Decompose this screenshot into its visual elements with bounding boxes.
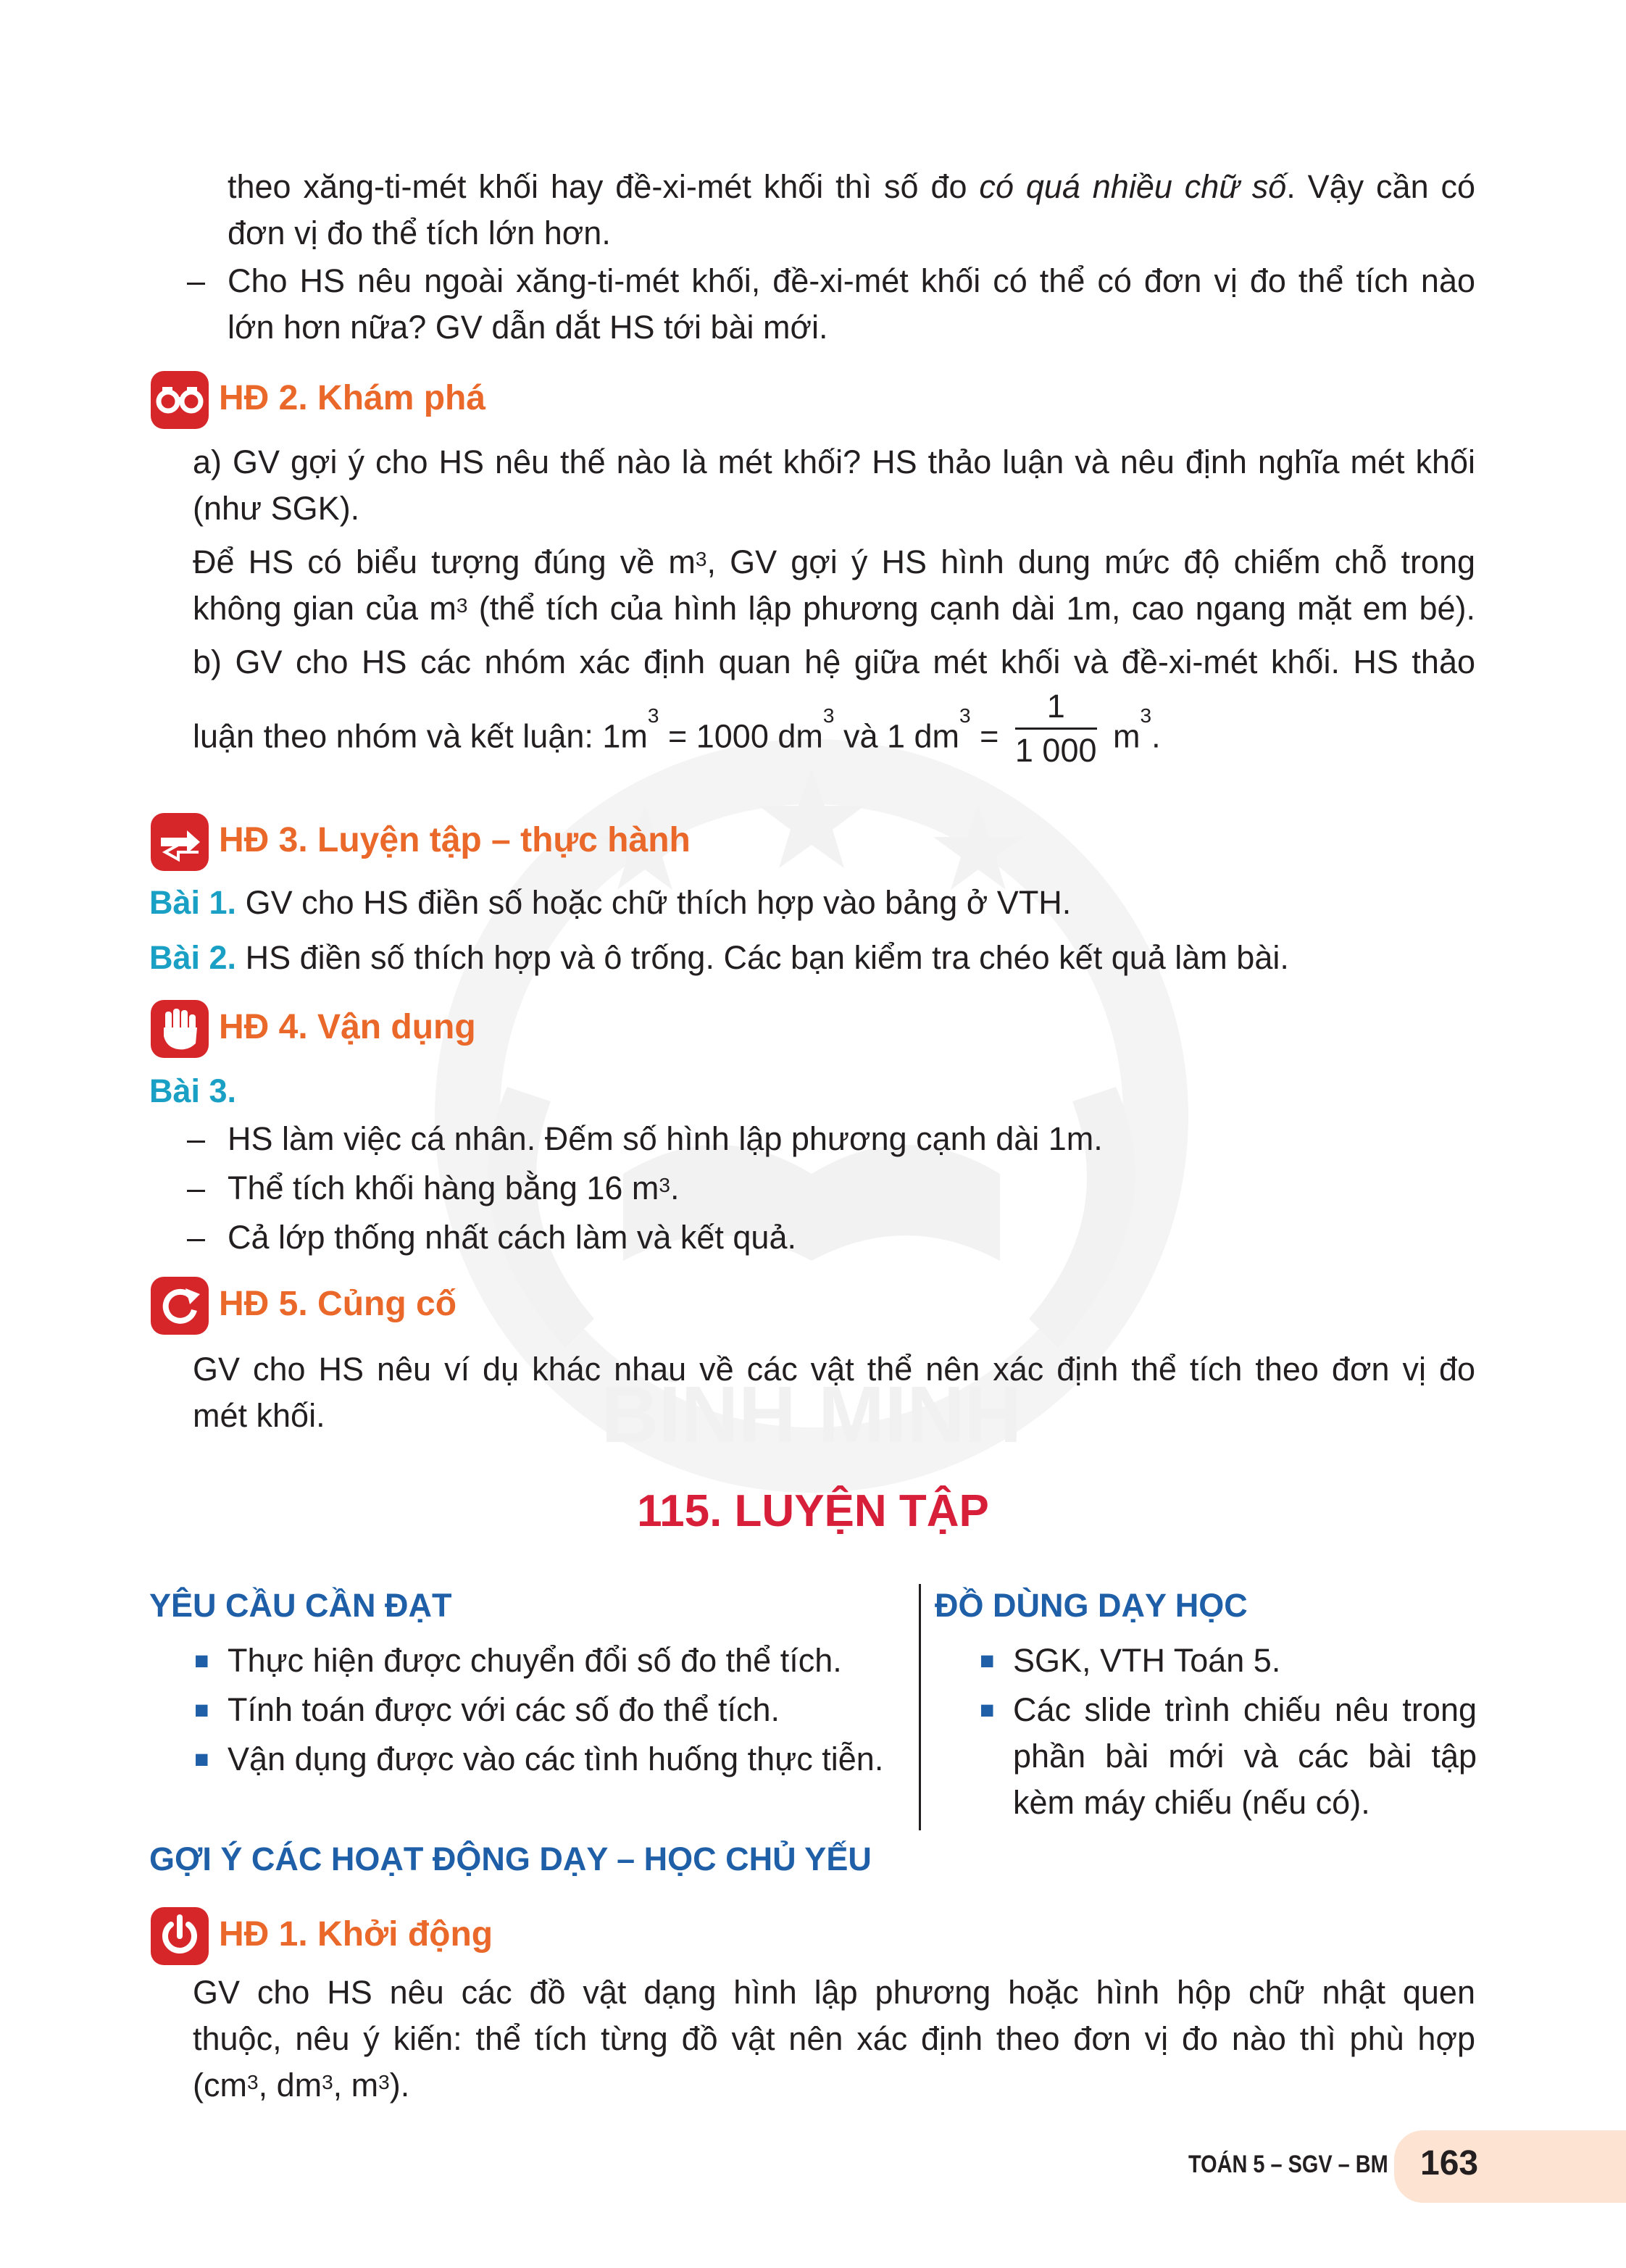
bai3-label bbox=[149, 1068, 236, 1114]
fraction bbox=[1015, 685, 1097, 772]
intro-bullet-line-2: lớn hơn nữa? GV dẫn dắt HS tới bài mới. bbox=[228, 309, 828, 346]
footer-book-label: TOÁN 5 – SGV – BM bbox=[1188, 2151, 1388, 2178]
dash-marker: – bbox=[187, 262, 206, 299]
bai3-label-text: Bài 3. bbox=[149, 1072, 237, 1109]
superscript: 3 bbox=[456, 594, 468, 617]
dash-marker: – bbox=[187, 1219, 206, 1256]
bullet-icon: ■ bbox=[980, 1647, 995, 1675]
hd2-title: HĐ 2. Khám phá bbox=[219, 379, 486, 417]
hd3-title: HĐ 3. Luyện tập – thực hành bbox=[219, 821, 691, 859]
list-item bbox=[980, 1687, 1477, 1826]
hd1-text: , dm bbox=[258, 2067, 322, 2104]
superscript: 3 bbox=[822, 704, 835, 727]
bullet-icon: ■ bbox=[980, 1696, 995, 1724]
hd2-a-line-1: a) GV gợi ý cho HS nêu thế nào là mét khối? HS thảo luận và nêu định nghĩa mét khối bbox=[193, 443, 1475, 480]
formula-text: = 1000 dm bbox=[659, 717, 823, 755]
list-item-line: kèm máy chiếu (nếu có). bbox=[1013, 1784, 1370, 1821]
formula-text: và 1 dm bbox=[834, 717, 960, 755]
watermark-text: BÌNH MINH bbox=[601, 1370, 1022, 1459]
intro-text-a: theo xăng-ti-mét khối hay đề-xi-mét khối thì số đo bbox=[228, 168, 980, 205]
do-dung-list bbox=[980, 1638, 1477, 1826]
bai2-label: Bài 2. bbox=[149, 939, 237, 976]
hd1-title: HĐ 1. Khởi động bbox=[219, 1915, 493, 1954]
list-item-text: Thể tích khối hàng bằng 16 m bbox=[228, 1170, 659, 1206]
hd4-title: HĐ 4. Vận dụng bbox=[219, 1008, 476, 1046]
dash-marker: – bbox=[187, 1170, 206, 1206]
list-item bbox=[194, 1638, 909, 1684]
formula-text: = bbox=[970, 717, 1008, 755]
hd5-title: HĐ 5. Củng cố bbox=[219, 1285, 457, 1323]
refresh-icon bbox=[149, 1275, 210, 1336]
hd1-text: , m bbox=[333, 2067, 379, 2104]
formula-text: m bbox=[1104, 717, 1141, 755]
bai1-label: Bài 1. bbox=[149, 884, 237, 921]
lesson-title: 115. LUYỆN TẬP bbox=[637, 1486, 989, 1536]
superscript: 3 bbox=[659, 1174, 670, 1196]
hd3-bai1 bbox=[149, 880, 1475, 926]
yeu-cau-list bbox=[194, 1638, 909, 1783]
bullet-icon: ■ bbox=[194, 1647, 209, 1675]
list-item bbox=[187, 1116, 1475, 1162]
superscript: 3 bbox=[1140, 704, 1152, 727]
hd2-part-a bbox=[193, 439, 1475, 532]
bai2-text: HS điền số thích hợp và ô trống. Các bạn kiểm tra chéo kết quả làm bài. bbox=[236, 939, 1289, 976]
practice-arrows-icon bbox=[149, 812, 210, 872]
superscript: 3 bbox=[246, 2071, 259, 2093]
intro-bullet-line-1: Cho HS nêu ngoài xăng-ti-mét khối, đề-xi-mét khối có thể có đơn vị đo thể tích nào bbox=[228, 262, 1475, 299]
hd2-p2-text: Để HS có biểu tượng đúng về m bbox=[193, 543, 696, 580]
list-item-line: phần bài mới và các bài tập bbox=[1013, 1738, 1477, 1775]
list-item-suffix: . bbox=[670, 1170, 680, 1206]
binoculars-icon bbox=[149, 370, 210, 430]
list-item bbox=[187, 1165, 1475, 1212]
list-item-text: SGK, VTH Toán 5. bbox=[1013, 1642, 1281, 1679]
list-item bbox=[980, 1638, 1477, 1684]
hd1-line-2: thuộc, nêu ý kiến: thể tích từng đồ vật nên xác định theo đơn vị đo nào thì phù hợp bbox=[193, 2020, 1475, 2057]
hd2-p2-text: , GV gợi ý HS hình dung mức độ chiếm chỗ trong bbox=[706, 543, 1476, 580]
column-divider bbox=[919, 1584, 921, 1830]
raised-hand-icon bbox=[149, 998, 210, 1059]
hd1-text: (cm bbox=[193, 2067, 247, 2104]
do-dung-heading: ĐỒ DÙNG DẠY HỌC bbox=[935, 1587, 1248, 1624]
hd2-b-line-1: b) GV cho HS các nhóm xác định quan hệ giữa mét khối và đề-xi-mét khối. HS thảo bbox=[193, 643, 1475, 680]
superscript: 3 bbox=[695, 548, 707, 570]
hd5-paragraph bbox=[193, 1346, 1475, 1439]
hd1-text: ). bbox=[389, 2067, 410, 2104]
power-icon bbox=[149, 1906, 210, 1967]
list-item bbox=[194, 1736, 909, 1783]
superscript: 3 bbox=[322, 2071, 333, 2093]
superscript: 3 bbox=[378, 2071, 390, 2093]
hd5-line-2: mét khối. bbox=[193, 1397, 325, 1434]
superscript: 3 bbox=[647, 704, 659, 727]
hd4-list bbox=[187, 1116, 1475, 1261]
dash-marker: – bbox=[187, 1120, 206, 1157]
intro-bullet bbox=[187, 258, 1475, 351]
fraction-denominator: 1 000 bbox=[1014, 732, 1097, 769]
superscript: 3 bbox=[959, 704, 971, 727]
page-number: 163 bbox=[1420, 2144, 1479, 2182]
list-item-text: HS làm việc cá nhân. Đếm số hình lập phương cạnh dài 1m. bbox=[228, 1120, 1103, 1157]
hd5-line-1: GV cho HS nêu ví dụ khác nhau về các vật thể nên xác định thể tích theo đơn vị đo bbox=[193, 1351, 1475, 1388]
hd2-b-formula bbox=[193, 688, 1475, 782]
list-item-text: Thực hiện được chuyển đổi số đo thể tích. bbox=[228, 1642, 842, 1679]
hd3-bai2 bbox=[149, 935, 1475, 981]
hd2-a-line-2: (như SGK). bbox=[193, 490, 360, 527]
hd1-line-1: GV cho HS nêu các đồ vật dạng hình lập phương hoặc hình hộp chữ nhật quen bbox=[193, 1974, 1475, 2011]
intro-italic: có quá nhiều chữ số bbox=[979, 168, 1287, 205]
bai1-text: GV cho HS điền số hoặc chữ thích hợp vào bảng ở VTH. bbox=[236, 884, 1072, 921]
goi-y-heading: GỢI Ý CÁC HOẠT ĐỘNG DẠY – HỌC CHỦ YẾU bbox=[149, 1840, 872, 1877]
hd2-p2-text: (thể tích của hình lập phương cạnh dài 1m, cao ngang mặt em bé). bbox=[467, 590, 1475, 627]
hd2-p2-text: không gian của m bbox=[193, 590, 456, 627]
formula-text: luận theo nhóm và kết luận: 1m bbox=[193, 717, 648, 755]
fraction-numerator: 1 bbox=[1015, 685, 1097, 730]
yeu-cau-heading: YÊU CẦU CẦN ĐẠT bbox=[149, 1587, 452, 1624]
hd2-paragraph-2 bbox=[193, 539, 1475, 632]
intro-paragraph bbox=[228, 164, 1475, 257]
intro-text-b: . Vậy cần có bbox=[1286, 168, 1476, 205]
bullet-icon: ■ bbox=[194, 1696, 209, 1724]
list-item bbox=[187, 1214, 1475, 1261]
hd1-paragraph bbox=[193, 1969, 1475, 2109]
list-item bbox=[194, 1687, 909, 1733]
list-item-text: Cả lớp thống nhất cách làm và kết quả. bbox=[228, 1219, 796, 1256]
bullet-icon: ■ bbox=[194, 1746, 209, 1773]
formula-text: . bbox=[1151, 717, 1161, 755]
list-item-text: Vận dụng được vào các tình huống thực tiễn. bbox=[228, 1740, 884, 1777]
list-item-text: Tính toán được với các số đo thể tích. bbox=[228, 1691, 780, 1728]
list-item-line: Các slide trình chiếu nêu trong bbox=[1013, 1691, 1477, 1728]
intro-line-2: đơn vị đo thể tích lớn hơn. bbox=[228, 214, 611, 251]
page-number-tab bbox=[1394, 2130, 1626, 2203]
hd2-part-b bbox=[193, 639, 1475, 685]
